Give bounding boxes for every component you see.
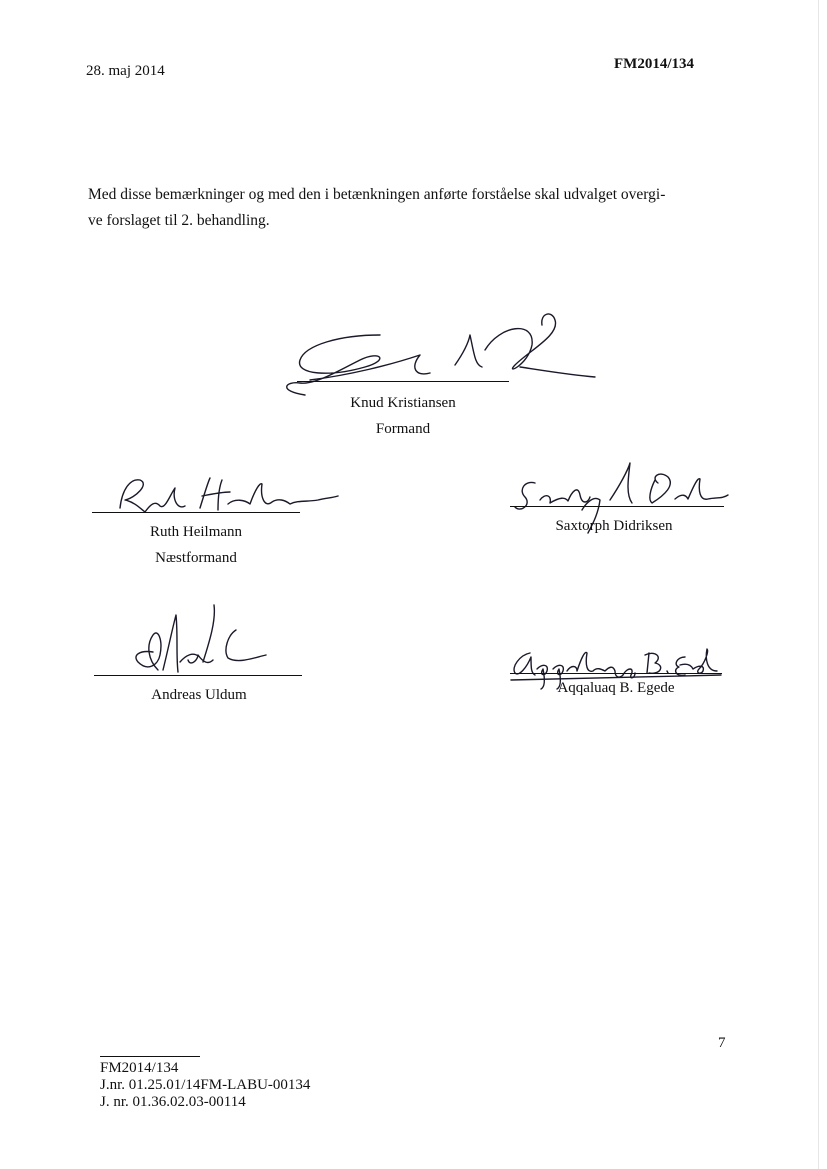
signature-line-2 (92, 512, 300, 513)
scan-edge (818, 0, 819, 1169)
signature-ruth-heilmann (100, 470, 340, 525)
signatory-name-4: Andreas Uldum (151, 687, 247, 703)
footer-jnr-2: J. nr. 01.36.02.03-00114 (100, 1094, 246, 1110)
document-id: FM2014/134 (614, 56, 694, 72)
signature-line-4 (94, 675, 302, 676)
footer-rule (100, 1056, 200, 1057)
footer-jnr-1: J.nr. 01.25.01/14FM-LABU-00134 (100, 1077, 311, 1093)
document-date: 28. maj 2014 (86, 63, 165, 79)
footer-doc-id: FM2014/134 (100, 1060, 179, 1076)
signatory-name-3: Saxtorph Didriksen (555, 518, 673, 534)
signature-line-3 (510, 506, 724, 507)
signatory-name-1: Knud Kristiansen (350, 395, 456, 411)
page-number: 7 (718, 1035, 726, 1051)
signatory-role-1: Formand (375, 421, 431, 437)
signature-line-1 (297, 381, 509, 382)
footer-block (100, 1060, 310, 1111)
body-line-1: Med disse bemærkninger og med den i betænkningen anførte forståelse skal udvalget overgi- (88, 186, 666, 203)
body-paragraph (88, 182, 723, 234)
signature-line-5 (510, 673, 722, 674)
signatory-name-2: Ruth Heilmann (149, 524, 243, 540)
body-line-2: ve forslaget til 2. behandling. (88, 212, 270, 229)
signature-andreas-uldum (118, 600, 278, 685)
signatory-role-2: Næstformand (155, 550, 237, 566)
signatory-name-5: Aqqaluaq B. Egede (557, 680, 675, 696)
